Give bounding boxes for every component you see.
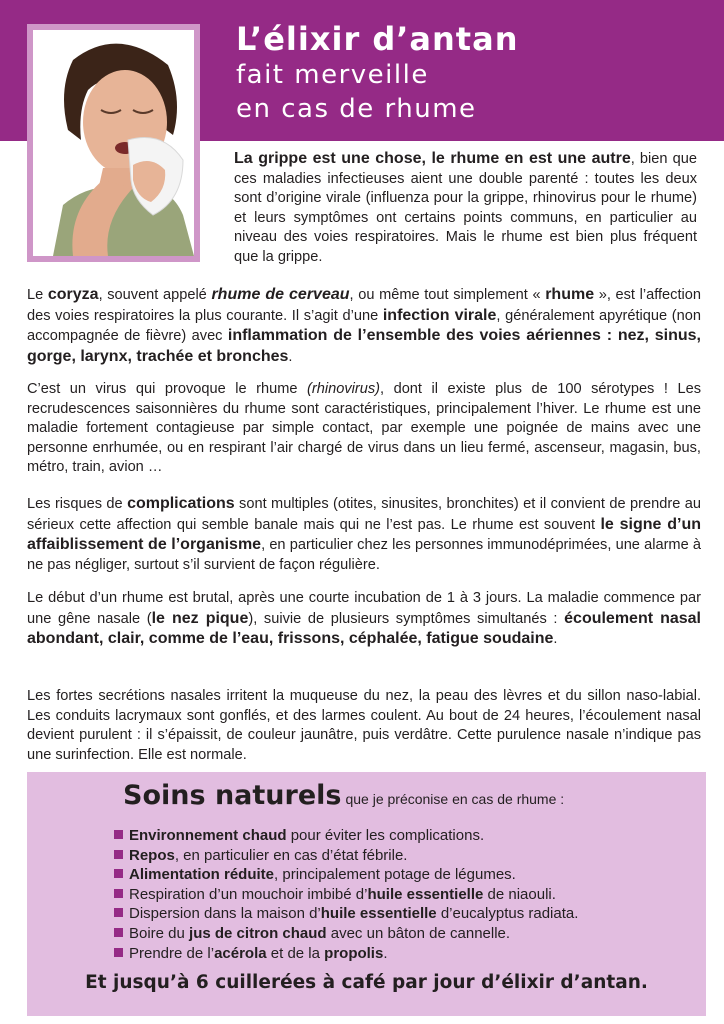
paragraph-virus: [27, 380, 701, 478]
list-item: Alimentation réduite, principalement potage de légumes.: [114, 865, 578, 885]
p1-text-c: , souvent appelé: [98, 287, 212, 303]
p4-text-c: ), suivie de plusieurs symptômes simultanés :: [248, 610, 565, 627]
soins-title: Soins naturels: [123, 780, 342, 811]
soins-subtitle: que je préconise en cas de rhume :: [345, 791, 565, 807]
p3-text-a: Les risques de: [27, 496, 128, 512]
intro-paragraph: [234, 149, 697, 267]
list-item: Environnement chaud pour éviter les complications.: [114, 826, 578, 846]
soins-conclusion: Et jusqu’à 6 cuillerées à café par jour d’élixir d’antan.: [85, 972, 648, 993]
p1-text-g: », est l’affection des voies respiratoires la plus courante. Il s’agit d’une: [27, 287, 701, 324]
p4-symptomes: écoulement nasal abondant, clair, comme de l’eau, frissons, céphalée, fatigue soudaine: [27, 609, 702, 647]
paragraph-secretions: Les fortes secrétions nasales irritent la muqueuse du nez, la peau des lèvres et du sillon naso-labial. Les conduits lacrymaux sont gonflés, et des larmes coulent. Au bout de 24 heures, l’écoulement nasal devient purulent : il s’épaissit, de couleur jaunâtre, puis verdâtre. Cette purulence nasale n’indique pas une surinfection. Elle est normale.: [27, 688, 701, 763]
p1-coryza: coryza: [47, 286, 99, 303]
list-item: Prendre de l’acérola et de la propolis.: [114, 944, 578, 964]
p1-text-i: , généralement apyrétique (non accompagnée de fièvre) avec: [27, 307, 702, 344]
p1-text-a: Le: [27, 287, 48, 303]
p1-text-k: .: [288, 348, 293, 365]
page-subtitle-line2: en cas de rhume: [236, 94, 477, 124]
p1-rhume: rhume: [545, 286, 595, 303]
soins-naturels-box: [27, 772, 706, 1016]
p4-nez-pique: le nez pique: [151, 609, 249, 627]
p2-text-a: C’est un virus qui provoque le rhume: [27, 381, 308, 397]
intro-rest: , bien que ces maladies infectieuses aient une double parenté : toutes les deux sont d’origine virale (influenza pour la grippe, rhinovirus pour le rhume) et leurs symptômes ont certains points communs, en particulier au niveau des voies respiratoires. Mais le rhume est bien plus fréquent que la grippe.: [234, 151, 697, 265]
p3-affaiblissement: le signe d’un affaiblissement de l’organisme: [27, 515, 701, 553]
p1-text-e: , ou même tout simplement «: [349, 287, 546, 303]
p1-inflammation: inflammation de l’ensemble des voies aériennes : nez, sinus, gorge, larynx, trachée et bronches: [27, 327, 701, 365]
square-bullet-icon: [114, 928, 123, 937]
list-item: Boire du jus de citron chaud avec un bâton de cannelle.: [114, 924, 578, 944]
square-bullet-icon: [114, 850, 123, 859]
paragraph-complications: [27, 494, 701, 575]
p1-rhume-de-cerveau: rhume de cerveau: [211, 286, 350, 303]
photo-frame: [27, 24, 200, 262]
square-bullet-icon: [114, 869, 123, 878]
p2-text-c: , dont il existe plus de 100 sérotypes ! Les recrudescences saisonnières du rhume sont caractéristiques, principalement l’hiver. Le rhume est une maladie fortement contagieuse par simple contact, par exemple une poignée de mains avec une personne enrhumée, ou en respirant l’air chargé de virus dans un lieu fermé, ascenseur, magasin, bus, métro, train, avion …: [27, 381, 701, 475]
p4-text-e: .: [553, 631, 558, 647]
square-bullet-icon: [114, 948, 123, 957]
paragraph-debut: [27, 589, 701, 650]
p1-infection-virale: infection virale: [382, 306, 497, 324]
soins-list: [114, 826, 578, 963]
p4-text-a: Le début d’un rhume est brutal, après une courte incubation de 1 à 3 jours. La maladie commence par une gêne nasale (: [27, 590, 701, 627]
page-subtitle-line1: fait merveille: [236, 60, 429, 90]
woman-sneezing-icon: [33, 30, 194, 256]
square-bullet-icon: [114, 830, 123, 839]
p2-rhinovirus: (rhinovirus): [307, 381, 380, 397]
list-item: Respiration d’un mouchoir imbibé d’huile essentielle de niaouli.: [114, 885, 578, 905]
page-title: L’élixir d’antan: [236, 20, 519, 58]
woman-sneezing-photo: [33, 30, 194, 256]
paragraph-coryza: [27, 285, 701, 367]
list-item: Repos, en particulier en cas d’état fébrile.: [114, 846, 578, 866]
square-bullet-icon: [114, 889, 123, 898]
p3-text-c: sont multiples (otites, sinusites, bronchites) et il convient de prendre au sérieux cette affection qui semble banale mais qui ne l’est pas. Le rhume est souvent: [27, 496, 701, 533]
soins-header: [123, 780, 564, 811]
list-item: Dispersion dans la maison d’huile essentielle d’eucalyptus radiata.: [114, 904, 578, 924]
p3-text-e: , en particulier chez les personnes immunodéprimées, une alarme à ne pas négliger, surtout s’il survient de façon régulière.: [27, 537, 701, 573]
intro-lead: La grippe est une chose, le rhume en est une autre: [234, 150, 631, 167]
p3-complications: complications: [127, 495, 235, 512]
square-bullet-icon: [114, 908, 123, 917]
